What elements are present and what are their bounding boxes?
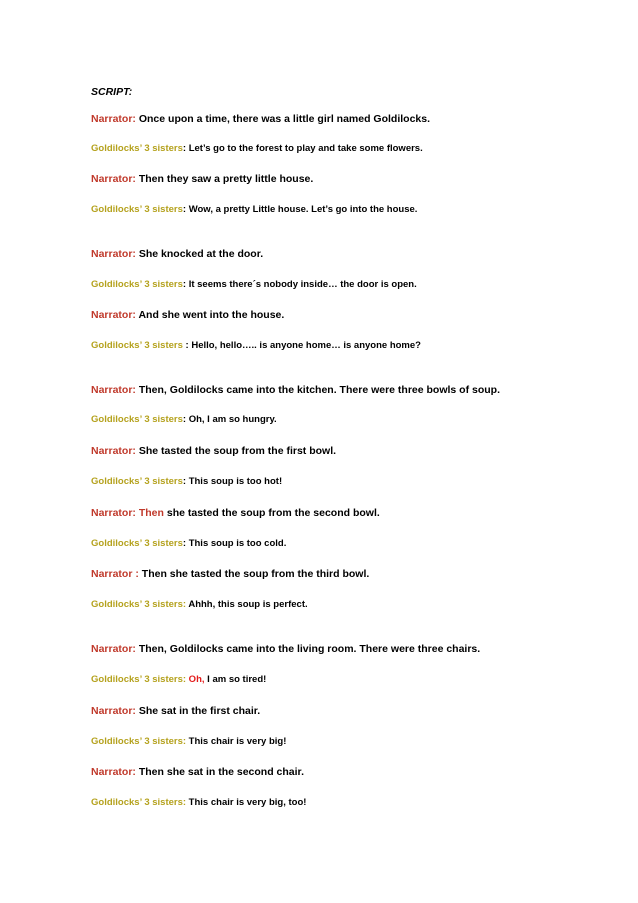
speaker-label: Goldilocks’ 3 sisters — [91, 143, 183, 154]
line-text: She tasted the soup from the first bowl. — [135, 445, 337, 457]
script-line-20 — [91, 736, 286, 748]
speaker-label: Goldilocks’ 3 sisters — [91, 538, 183, 549]
line-text: Then, Goldilocks came into the kitchen. There were three bowls of soup. — [135, 384, 501, 396]
line-text: Then they saw a pretty little house. — [135, 173, 314, 185]
line-separator: : — [182, 143, 187, 154]
line-text: Once upon a time, there was a little girl named Goldilocks. — [135, 113, 431, 125]
line-text: Then she sat in the second chair. — [135, 766, 304, 778]
script-line-8 — [91, 340, 421, 352]
speaker-label: Narrator: — [91, 309, 136, 321]
line-separator: : — [182, 279, 187, 290]
line-separator: : — [182, 414, 187, 425]
speaker-label: Goldilocks’ 3 sisters — [91, 340, 183, 351]
script-line-18 — [91, 674, 266, 686]
script-line-4 — [91, 204, 417, 216]
script-line-21 — [91, 766, 304, 778]
speaker-label: Narrator: — [91, 705, 136, 717]
speaker-label: Narrator : — [91, 568, 139, 580]
speaker-label: Goldilocks’ 3 sisters: — [91, 736, 187, 747]
speaker-label: Goldilocks’ 3 sisters — [91, 476, 183, 487]
line-separator: : — [182, 204, 187, 215]
line-separator: : — [182, 538, 187, 549]
script-line-3 — [91, 173, 313, 185]
script-line-1 — [91, 113, 430, 125]
script-line-16 — [91, 599, 308, 611]
line-text: I am so tired! — [204, 674, 267, 685]
speaker-label: Goldilocks’ 3 sisters: — [91, 674, 187, 685]
speaker-label: Narrator: — [91, 766, 136, 778]
script-line-2 — [91, 143, 423, 155]
line-text: This chair is very big! — [186, 736, 287, 747]
script-line-7 — [91, 309, 284, 321]
speaker-label: Narrator: — [91, 113, 136, 125]
script-line-19 — [91, 705, 260, 717]
script-title: SCRIPT: — [91, 86, 133, 98]
speaker-label: Goldilocks’ 3 sisters: — [91, 599, 187, 610]
line-separator: : — [182, 476, 187, 487]
line-text: Oh, I am so hungry. — [186, 414, 277, 425]
script-line-5 — [91, 248, 263, 260]
script-line-14 — [91, 538, 286, 550]
line-text: It seems there´s nobody inside… the door is open. — [186, 279, 417, 290]
script-line-9 — [91, 384, 500, 396]
script-line-22 — [91, 797, 306, 809]
speaker-label: Goldilocks’ 3 sisters — [91, 204, 183, 215]
line-text: This soup is too hot! — [186, 476, 283, 487]
speaker-label: Goldilocks’ 3 sisters — [91, 414, 183, 425]
emphasis-text: Oh, — [186, 674, 205, 685]
line-text: This chair is very big, too! — [186, 797, 307, 808]
line-text: She knocked at the door. — [135, 248, 264, 260]
script-line-17 — [91, 643, 480, 655]
script-line-11 — [91, 445, 336, 457]
speaker-label: Narrator: — [91, 445, 136, 457]
speaker-label: Narrator: — [91, 384, 136, 396]
speaker-label: Goldilocks’ 3 sisters — [91, 279, 183, 290]
speaker-label: Narrator: — [91, 248, 136, 260]
line-text: This soup is too cold. — [186, 538, 287, 549]
script-line-6 — [91, 279, 417, 291]
speaker-label: Goldilocks’ 3 sisters: — [91, 797, 187, 808]
line-text: she tasted the soup from the second bowl. — [163, 507, 380, 519]
speaker-label: Narrator: — [91, 173, 136, 185]
line-text: Let’s go to the forest to play and take some flowers. — [186, 143, 423, 154]
line-text: She sat in the first chair. — [135, 705, 261, 717]
line-text: Then, Goldilocks came into the living room. There were three chairs. — [135, 643, 481, 655]
script-line-10 — [91, 414, 277, 426]
line-text: Wow, a pretty Little house. Let’s go into the house. — [186, 204, 418, 215]
line-text: And she went into the house. — [135, 309, 285, 321]
line-text: Ahhh, this soup is perfect. — [186, 599, 308, 610]
speaker-label: Narrator: Then — [91, 507, 164, 519]
line-text: Then she tasted the soup from the third bowl. — [138, 568, 370, 580]
script-line-15 — [91, 568, 369, 580]
speaker-label: Narrator: — [91, 643, 136, 655]
script-line-13 — [91, 507, 380, 519]
script-line-12 — [91, 476, 282, 488]
line-text: : Hello, hello….. is anyone home… is anyone home? — [182, 340, 421, 351]
